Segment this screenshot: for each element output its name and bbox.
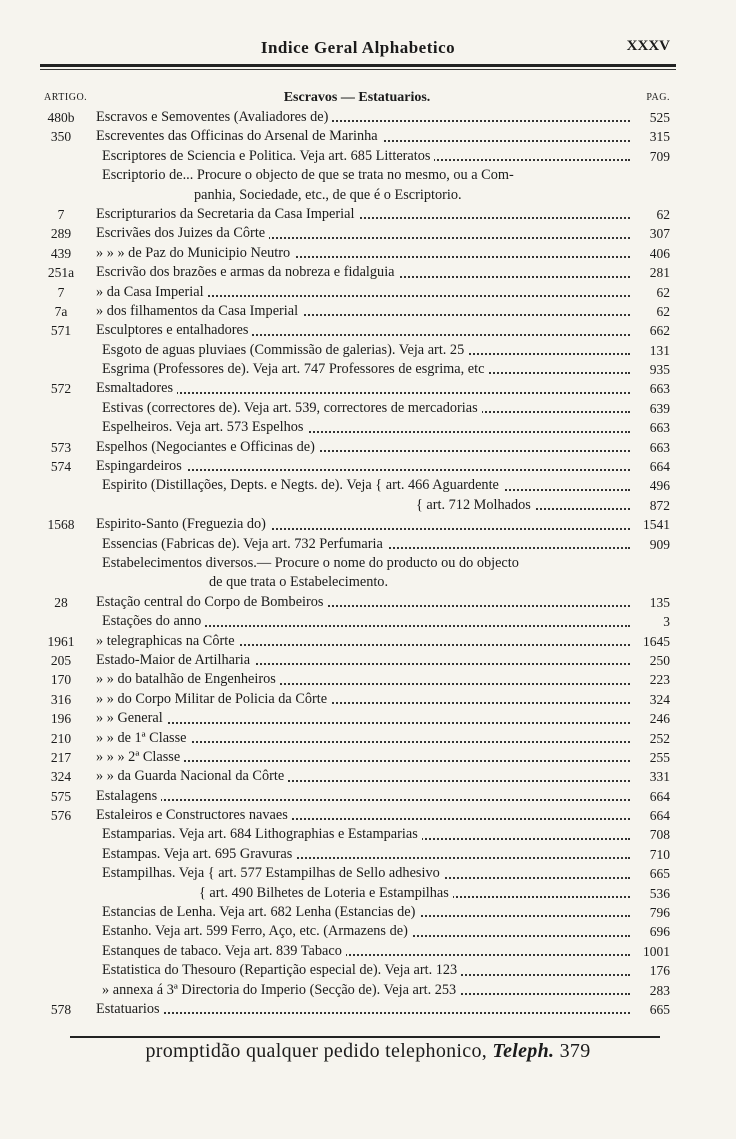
index-entry (44, 399, 670, 418)
entry-label: » dos filhamentos da Casa Imperial (96, 303, 302, 319)
entry-text (96, 787, 630, 806)
artigo-number: 574 (50, 459, 72, 475)
entry-text (102, 864, 630, 883)
artigo-number: 289 (50, 226, 72, 242)
index-entry (44, 341, 670, 360)
artigo-number: 196 (50, 711, 72, 727)
entry-text (96, 593, 630, 612)
artigo-number: 28 (54, 594, 68, 610)
page-ref: 665 (649, 866, 670, 882)
artigo-number: 576 (50, 808, 72, 824)
entry-text (96, 457, 630, 476)
page-ref: 663 (649, 420, 670, 436)
artigo-number: 7a (54, 303, 68, 319)
entry-text (102, 554, 630, 573)
entry-text (102, 922, 630, 941)
dot-leader (96, 797, 630, 801)
index-entry (44, 535, 670, 554)
entry-label: » telegraphicas na Côrte (96, 633, 239, 649)
footer-rule (70, 1036, 660, 1038)
artigo-number: 205 (50, 652, 72, 668)
entry-label: Espelhos (Negociantes e Officinas de) (96, 439, 319, 455)
entry-text (96, 321, 630, 340)
page-ref: 708 (649, 827, 670, 843)
entry-label: » annexa á 3ª Directoria do Imperio (Secção de). Veja art. 253 (102, 982, 460, 998)
artigo-number: 7 (57, 284, 65, 300)
index-entry (44, 806, 670, 825)
entry-label: Escriptores de Sciencia e Politica. Veja art. 685 Litteratos (102, 148, 434, 164)
artigo-number: 217 (50, 749, 72, 765)
index-entry (44, 263, 670, 282)
entry-label: » » » de Paz do Municipio Neutro (96, 245, 294, 261)
entry-label: » » General (96, 710, 167, 726)
index-entry (44, 767, 670, 786)
page-ref: 709 (649, 148, 670, 164)
index-entry (44, 825, 670, 844)
index-entry (44, 709, 670, 728)
page-ref: 663 (649, 381, 670, 397)
entry-label: Esmaltadores (96, 380, 177, 396)
entry-text (96, 224, 630, 243)
page-ref: 252 (649, 730, 670, 746)
entry-text (96, 709, 630, 728)
artigo-number: 578 (50, 1001, 72, 1017)
page-ref: 176 (649, 963, 670, 979)
entry-text (102, 399, 630, 418)
index-entry (44, 224, 670, 243)
entry-text (102, 845, 630, 864)
index-entry (44, 438, 670, 457)
artigo-number: 480b (47, 110, 75, 125)
index-entry (44, 729, 670, 748)
entry-label: » » da Guarda Nacional da Côrte (96, 768, 288, 784)
entry-label: Espirito-Santo (Freguezia do) (96, 516, 270, 532)
page-ref: 664 (649, 808, 670, 824)
index-entry (44, 961, 670, 980)
entry-text (199, 884, 630, 903)
entry-text (102, 612, 630, 631)
index-entry (44, 321, 670, 340)
footer-italic: Teleph. (492, 1040, 555, 1062)
entry-text (102, 476, 630, 495)
entry-text (209, 573, 630, 592)
index-entry (44, 981, 670, 1000)
index-entry (44, 632, 670, 651)
page-ref: 3 (663, 614, 670, 630)
column-headings (44, 92, 670, 108)
entry-label: Espirito (Distillações, Depts. e Negts. de). Veja { art. 466 Aguardente (102, 477, 503, 493)
index-entry (44, 845, 670, 864)
entry-text (102, 942, 630, 961)
entry-text (96, 379, 630, 398)
page-ref: 935 (649, 362, 670, 378)
index-entry (44, 186, 670, 205)
page-ref: 135 (649, 594, 670, 610)
page-number-roman: XXXV (626, 38, 670, 54)
index-entry (44, 496, 670, 515)
entry-text (96, 806, 630, 825)
index-entry (44, 573, 670, 592)
page-ref: 663 (649, 439, 670, 455)
header-rule-thick (40, 64, 676, 67)
entry-text (96, 515, 630, 534)
page-ref: 315 (649, 129, 670, 145)
artigo-number: 251a (47, 265, 75, 281)
entry-text (102, 903, 630, 922)
entry-label: » » de 1ª Classe (96, 730, 191, 746)
entry-label: Estação central do Corpo de Bombeiros (96, 594, 328, 610)
index-entry (44, 360, 670, 379)
entry-label: Estancias de Lenha. Veja art. 682 Lenha (Estancias de) (102, 904, 419, 920)
index-entry (44, 884, 670, 903)
entry-label: Escrivão dos brazões e armas da nobreza e fidalguia (96, 264, 399, 280)
entry-label: Estampas. Veja art. 695 Gravuras (102, 846, 296, 862)
entry-label: Espelheiros. Veja art. 573 Espelhos (102, 419, 307, 435)
index-entry (44, 127, 670, 146)
artigo-number: 324 (50, 769, 72, 785)
entry-text (96, 302, 630, 321)
index-entry (44, 283, 670, 302)
index-entry (44, 457, 670, 476)
index-entry (44, 244, 670, 263)
page-ref: 246 (649, 711, 670, 727)
page-ref: 665 (649, 1001, 670, 1017)
page-ref: 283 (649, 982, 670, 998)
index-entry (44, 670, 670, 689)
index-entry (44, 1000, 670, 1019)
dot-leader (96, 720, 630, 724)
index-entry (44, 379, 670, 398)
page-ref: 281 (649, 265, 670, 281)
artigo-number: 170 (50, 672, 72, 688)
artigo-number: 350 (50, 129, 72, 145)
artigo-number: 1568 (47, 517, 75, 533)
index-entry (44, 748, 670, 767)
page-ref: 639 (649, 400, 670, 416)
entry-text (102, 961, 630, 980)
entry-text (96, 729, 630, 748)
index-entry (44, 205, 670, 224)
entry-label: Estamparias. Veja art. 684 Lithographias e Estamparias (102, 826, 422, 842)
artigo-heading: ARTIGO. (44, 92, 88, 103)
entry-text (96, 1000, 630, 1019)
page-ref: 662 (649, 323, 670, 339)
entry-label: Escravos e Semoventes (Avaliadores de) (96, 109, 332, 125)
entry-label: Escripturarios da Secretaria da Casa Imperial (96, 206, 358, 222)
entry-label: » » do Corpo Militar de Policia da Côrte (96, 691, 331, 707)
entry-label: Estanques de tabaco. Veja art. 839 Tabaco (102, 943, 346, 959)
page-ref: 696 (649, 924, 670, 940)
header-rule-thin (40, 69, 676, 70)
index-entry (44, 690, 670, 709)
page-ref: 250 (649, 652, 670, 668)
entry-label: { art. 712 Molhados (416, 497, 535, 513)
page-ref: 1645 (643, 633, 670, 649)
entry-text (96, 108, 630, 127)
artigo-number: 573 (50, 439, 72, 455)
page-ref: 324 (649, 691, 670, 707)
entry-label: Estatuarios (96, 1001, 164, 1017)
dot-leader (96, 1010, 630, 1014)
index-entry (44, 787, 670, 806)
entry-label: Escriptorio de... Procure o objecto de que se trata no mesmo, ou a Com- (102, 167, 518, 183)
index-entry (44, 476, 670, 495)
entry-label: » » » 2ª Classe (96, 749, 184, 765)
entry-text (96, 632, 630, 651)
entry-label: Escrivães dos Juizes da Côrte (96, 225, 269, 241)
artigo-number: 572 (50, 381, 72, 397)
entry-text (102, 360, 630, 379)
entry-text (102, 166, 630, 185)
entry-label: Espingardeiros (96, 458, 186, 474)
page-ref: 796 (649, 905, 670, 921)
entry-label: panhia, Sociedade, etc., de que é o Escriptorio. (194, 187, 466, 203)
entry-label: Esculptores e entalhadores (96, 322, 252, 338)
artigo-number: 7 (57, 206, 65, 222)
page-ref: 1001 (643, 943, 670, 959)
entry-label: Estaleiros e Constructores navaes (96, 807, 292, 823)
index-entry (44, 593, 670, 612)
artigo-number: 210 (50, 730, 72, 746)
entry-label: de que trata o Estabelecimento. (209, 574, 392, 590)
page-ref: 307 (649, 226, 670, 242)
page-ref: 223 (649, 672, 670, 688)
page-ref: 496 (649, 478, 670, 494)
entry-text (102, 147, 630, 166)
entry-text (96, 244, 630, 263)
index-entries (44, 108, 670, 1019)
index-entry (44, 166, 670, 185)
entry-text (96, 205, 630, 224)
page-ref: 62 (656, 206, 670, 222)
pag-heading: PAG. (646, 92, 670, 103)
entry-label: Estivas (correctores de). Veja art. 539, correctores de mercadorias (102, 400, 482, 416)
entry-text (194, 186, 630, 205)
entry-text (102, 825, 630, 844)
index-entry (44, 108, 670, 127)
entry-label: Estanho. Veja art. 599 Ferro, Aço, etc. (Armazens de) (102, 923, 412, 939)
index-entry (44, 651, 670, 670)
entry-text (96, 263, 630, 282)
entry-label: { art. 490 Bilhetes de Loteria e Estampilhas (199, 885, 453, 901)
page-ref: 1541 (643, 517, 670, 533)
page-ref: 331 (649, 769, 670, 785)
entry-text (102, 535, 630, 554)
entry-text (96, 690, 630, 709)
page-ref: 131 (649, 342, 670, 358)
entry-text (96, 283, 630, 302)
footer-number: 379 (559, 1040, 591, 1062)
index-entry (44, 147, 670, 166)
entry-label: Estações do anno (102, 613, 205, 629)
page-ref: 710 (649, 846, 670, 862)
page-ref: 525 (649, 110, 670, 125)
page-ref: 872 (649, 497, 670, 513)
page-title: Indice Geral Alphabetico (260, 38, 456, 57)
footer-text: promptidão qualquer pedido telephonico, (145, 1040, 488, 1062)
artigo-number: 575 (50, 788, 72, 804)
artigo-number: 1961 (47, 633, 75, 649)
entry-label: Estabelecimentos diversos.— Procure o nome do producto ou do objecto (102, 555, 523, 571)
page-ref: 536 (649, 885, 670, 901)
page-ref: 62 (656, 303, 670, 319)
entry-label: Estampilhas. Veja { art. 577 Estampilhas de Sello adhesivo (102, 865, 444, 881)
index-entry (44, 864, 670, 883)
entry-text (96, 438, 630, 457)
page-ref: 406 (649, 245, 670, 261)
page-ref: 909 (649, 536, 670, 552)
entry-label: » » do batalhão de Engenheiros (96, 671, 280, 687)
entry-text (96, 127, 630, 146)
index-entry (44, 903, 670, 922)
entry-text (96, 767, 630, 786)
index-entry (44, 515, 670, 534)
artigo-number: 571 (50, 323, 72, 339)
index-entry (44, 942, 670, 961)
entry-label: Estatistica do Thesouro (Repartição especial de). Veja art. 123 (102, 962, 461, 978)
page-ref: 664 (649, 459, 670, 475)
artigo-number: 316 (50, 691, 72, 707)
entry-label: Estado-Maior de Artilharia (96, 652, 254, 668)
page-ref: 62 (656, 284, 670, 300)
entry-label: Esgrima (Professores de). Veja art. 747 Professores de esgrima, etc (102, 361, 488, 377)
index-entry (44, 554, 670, 573)
index-entry (44, 612, 670, 631)
page-ref: 255 (649, 749, 670, 765)
section-heading: Escravos — Estatuarios. (283, 90, 431, 105)
artigo-number: 439 (50, 245, 72, 261)
page-ref: 664 (649, 788, 670, 804)
entry-label: Estalagens (96, 788, 161, 804)
index-entry (44, 418, 670, 437)
page-header (40, 38, 676, 62)
entry-text (416, 496, 630, 515)
entry-text (96, 670, 630, 689)
entry-label: Escreventes das Officinas do Arsenal de Marinha (96, 128, 382, 144)
footer-advert (0, 1040, 736, 1063)
entry-label: Essencias (Fabricas de). Veja art. 732 Perfumaria (102, 536, 387, 552)
entry-text (102, 341, 630, 360)
entry-label: » da Casa Imperial (96, 284, 208, 300)
index-entry (44, 922, 670, 941)
entry-text (96, 748, 630, 767)
entry-text (102, 418, 630, 437)
index-entry (44, 302, 670, 321)
entry-text (102, 981, 630, 1000)
entry-text (96, 651, 630, 670)
entry-label: Esgoto de aguas pluviaes (Commissão de galerias). Veja art. 25 (102, 342, 468, 358)
